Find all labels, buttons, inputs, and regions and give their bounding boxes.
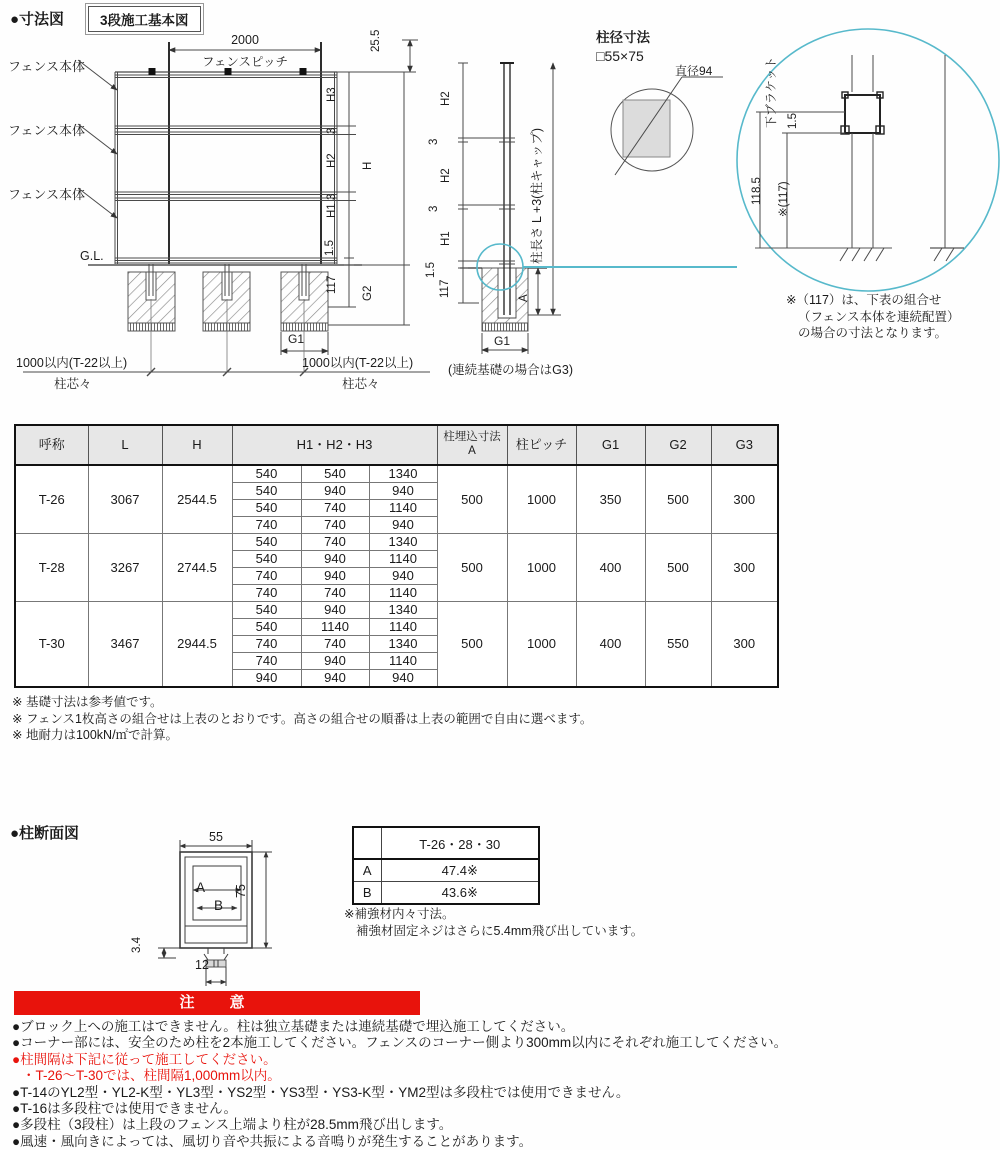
section-dim-75: 75 [234, 884, 248, 898]
post-length-label: 柱長さ L +3(柱キャップ) [530, 127, 544, 264]
front-dim-g1: G1 [288, 332, 305, 346]
table-row [15, 602, 778, 619]
col-header-embed [437, 425, 507, 465]
table-cell: 2544.5 [162, 465, 232, 534]
caution-item: ●T-14のYL2型・YL2-K型・YL3型・YS2型・YS3型・YS3-K型・YM2型は多段柱では使用できません。 [12, 1084, 630, 1100]
table-cell: 550 [645, 602, 711, 688]
front-dim-3b: 3 [326, 193, 338, 200]
post-table-row-a-value: 47.4※ [381, 859, 539, 882]
table-cell: 940 [301, 551, 369, 568]
section-dim-55: 55 [209, 830, 223, 844]
post-table-row-a [353, 859, 539, 882]
table-cell: 540 [301, 465, 369, 483]
table-cell: 540 [232, 619, 301, 636]
continuous-foundation-note: (連続基礎の場合はG3) [448, 363, 574, 377]
table-cell: 940 [301, 483, 369, 500]
side-dim-3a: 3 [428, 138, 440, 145]
table-cell: 1000 [507, 534, 576, 602]
dimension-table-header-row [15, 425, 778, 465]
table-cell: 3467 [88, 602, 162, 688]
col-header-embed-line1: 柱埋込寸法 [443, 431, 501, 444]
post-table-row-b-value: 43.6※ [381, 882, 539, 905]
detail-note [786, 292, 960, 342]
side-dim-117: 117 [439, 279, 451, 298]
col-header-name: 呼称 [15, 425, 88, 465]
table-cell: T-30 [15, 602, 88, 688]
table-cell: 300 [711, 465, 778, 534]
ground-level-label: G.L. [80, 249, 104, 263]
post-center-label-left: 柱芯々 [54, 377, 92, 391]
post-dia-detail-drawing [590, 15, 1000, 315]
caution-item: ●ブロック上への施工はできません。柱は独立基礎または連続基礎で埋込施工してください。 [12, 1019, 575, 1034]
fence-body-label-2: フェンス本体 [8, 123, 85, 138]
post-dia-diameter: 直径94 [675, 64, 713, 78]
fence-body-label-1: フェンス本体 [8, 59, 85, 74]
post-table-col-header: T-26・28・30 [381, 827, 539, 859]
col-header-l: L [88, 425, 162, 465]
post-section-table [352, 826, 540, 905]
detail-dim-1-5: 1.5 [787, 113, 799, 129]
table-cell: 1140 [369, 551, 437, 568]
construction-type-badge: 3段施工基本図 [88, 6, 201, 32]
section-dim-12: 12 [195, 958, 209, 972]
table-notes [12, 694, 592, 744]
front-dim-1-5: 1.5 [324, 240, 336, 256]
col-header-embed-line2: A [468, 445, 476, 457]
front-dim-h1: H1 [326, 203, 338, 218]
caution-item: ●T-16は多段柱では使用できません。 [12, 1101, 237, 1117]
table-cell: 940 [369, 483, 437, 500]
table-cell: 940 [301, 602, 369, 619]
table-row [15, 465, 778, 483]
table-cell: T-26 [15, 465, 88, 534]
table-cell: 740 [232, 653, 301, 670]
table-cell: 1000 [507, 465, 576, 534]
table-cell: 3067 [88, 465, 162, 534]
table-cell: 500 [437, 465, 507, 534]
section-dim-b: B [214, 898, 224, 913]
post-dia-size: □55×75 [596, 48, 644, 64]
table-cell: 540 [232, 465, 301, 483]
table-cell: 2744.5 [162, 534, 232, 602]
caution-list [12, 1019, 787, 1150]
table-cell: 940 [369, 670, 437, 688]
section-dim-3-4: 3.4 [131, 937, 143, 953]
caution-item: ●多段柱（3段柱）は上段のフェンス上端より柱が28.5mm飛び出します。 [12, 1117, 453, 1133]
table-cell: 740 [301, 636, 369, 653]
post-section-note-2: 補強材固定ネジはさらに5.4mm飛び出しています。 [356, 924, 644, 938]
caution-banner: 注 意 [14, 991, 420, 1015]
table-cell: 3267 [88, 534, 162, 602]
col-header-h: H [162, 425, 232, 465]
table-cell: 1340 [369, 602, 437, 619]
front-view-drawing [0, 28, 440, 406]
front-fence-pitch-label: フェンスピッチ [201, 55, 288, 69]
table-cell: 940 [301, 670, 369, 688]
col-header-g3: G3 [711, 425, 778, 465]
table-cell: 500 [645, 534, 711, 602]
table-cell: 540 [232, 534, 301, 551]
post-center-label-right: 柱芯々 [342, 377, 380, 391]
side-dim-a: A [518, 294, 530, 302]
front-dim-3a: 3 [326, 127, 338, 134]
post-dia-title: 柱径寸法 [596, 30, 650, 45]
dimension-section-title: ●寸法図 [10, 11, 65, 28]
side-dim-h2-mid: H2 [440, 168, 452, 183]
detail-note-line-3: の場合の寸法となります。 [798, 326, 948, 340]
fence-body-label-3: フェンス本体 [8, 187, 85, 202]
table-cell: 540 [232, 551, 301, 568]
table-cell: 500 [437, 602, 507, 688]
table-note-line: ※ フェンス1枚高さの組合せは上表のとおりです。高さの組合せの順番は上表の範囲で自由に選べます。 [12, 711, 593, 726]
main-table-body [15, 465, 778, 687]
post-table-row-b [353, 882, 539, 905]
table-cell: 400 [576, 534, 645, 602]
table-cell: 540 [232, 483, 301, 500]
front-dim-h3: H3 [326, 87, 338, 102]
table-cell: 740 [301, 585, 369, 602]
side-dim-h1: H1 [440, 231, 452, 246]
table-cell: 740 [301, 534, 369, 551]
table-cell: 940 [301, 568, 369, 585]
table-cell: 300 [711, 534, 778, 602]
table-cell: 500 [645, 465, 711, 534]
table-cell: 350 [576, 465, 645, 534]
detail-bracket-label: 下ブラケット [764, 56, 778, 128]
table-cell: 940 [369, 568, 437, 585]
detail-callout-connector [523, 266, 737, 268]
table-cell: 740 [232, 585, 301, 602]
table-cell: 1340 [369, 465, 437, 483]
post-section-title: ●柱断面図 [10, 825, 80, 842]
table-cell: 940 [232, 670, 301, 688]
table-cell: 740 [301, 517, 369, 534]
post-section-note-1: ※補強材内々寸法。 [344, 907, 455, 921]
col-header-pitch: 柱ピッチ [507, 425, 576, 465]
table-cell: 300 [711, 602, 778, 688]
table-cell: 1140 [369, 585, 437, 602]
side-dim-3b: 3 [428, 205, 440, 212]
table-cell: T-28 [15, 534, 88, 602]
table-cell: 540 [232, 602, 301, 619]
front-dim-25-5: 25.5 [370, 29, 382, 52]
post-section-table-header-row [353, 827, 539, 859]
caution-item: ●柱間隔は下記に従って施工してください。 [12, 1051, 277, 1067]
detail-note-line-1: ※（117）は、下表の組合せ [786, 293, 942, 307]
post-table-row-a-label: A [353, 859, 381, 882]
table-note-line: ※ 基礎寸法は参考値です。 [12, 695, 163, 709]
post-span-note-left: 1000以内(T-22以上) [16, 356, 128, 370]
section-dim-a: A [196, 880, 206, 895]
side-dim-1-5: 1.5 [425, 262, 437, 278]
front-dim-h: H [362, 161, 374, 170]
caution-item: ●コーナー部には、安全のため柱を2本施工してください。フェンスのコーナー側より300mm以内にそれぞれ施工してください。 [12, 1035, 788, 1051]
post-section-notes [344, 906, 643, 940]
col-header-g2: G2 [645, 425, 711, 465]
post-table-corner-cell [353, 827, 381, 859]
table-cell: 1340 [369, 636, 437, 653]
table-cell: 540 [232, 500, 301, 517]
col-header-combo: H1・H2・H3 [232, 425, 437, 465]
table-cell: 940 [301, 653, 369, 670]
caution-item: ・T-26〜T-30では、柱間隔1,000mm以内。 [22, 1068, 281, 1084]
caution-item: ●風速・風向きによっては、風切り音や共振による音鳴りが発生することがあります。 [12, 1133, 533, 1149]
front-dim-h2: H2 [326, 153, 338, 168]
table-cell: 940 [369, 517, 437, 534]
table-cell: 1140 [301, 619, 369, 636]
col-header-g1: G1 [576, 425, 645, 465]
detail-dim-118-5: 118.5 [751, 177, 763, 205]
table-row [15, 534, 778, 551]
table-cell: 400 [576, 602, 645, 688]
table-cell: 1140 [369, 653, 437, 670]
table-cell: 740 [232, 636, 301, 653]
dimension-table [14, 424, 779, 688]
table-note-line: ※ 地耐力は100kN/㎡で計算。 [12, 728, 179, 742]
front-dim-g2: G2 [362, 285, 374, 301]
detail-note-line-2: （フェンス本体を連続配置） [798, 309, 960, 324]
post-span-note-right: 1000以内(T-22以上) [302, 356, 414, 370]
table-cell: 740 [301, 500, 369, 517]
front-dim-117: 117 [326, 275, 338, 294]
post-table-row-b-label: B [353, 882, 381, 905]
side-dim-g1: G1 [494, 334, 511, 348]
table-cell: 1000 [507, 602, 576, 688]
table-cell: 740 [232, 568, 301, 585]
detail-dim-117: ※(117) [778, 181, 790, 217]
side-dim-h2-top: H2 [440, 91, 452, 106]
front-dim-2000: 2000 [231, 33, 259, 47]
table-cell: 740 [232, 517, 301, 534]
table-cell: 1340 [369, 534, 437, 551]
table-cell: 500 [437, 534, 507, 602]
table-cell: 1140 [369, 619, 437, 636]
table-cell: 2944.5 [162, 602, 232, 688]
table-cell: 1140 [369, 500, 437, 517]
